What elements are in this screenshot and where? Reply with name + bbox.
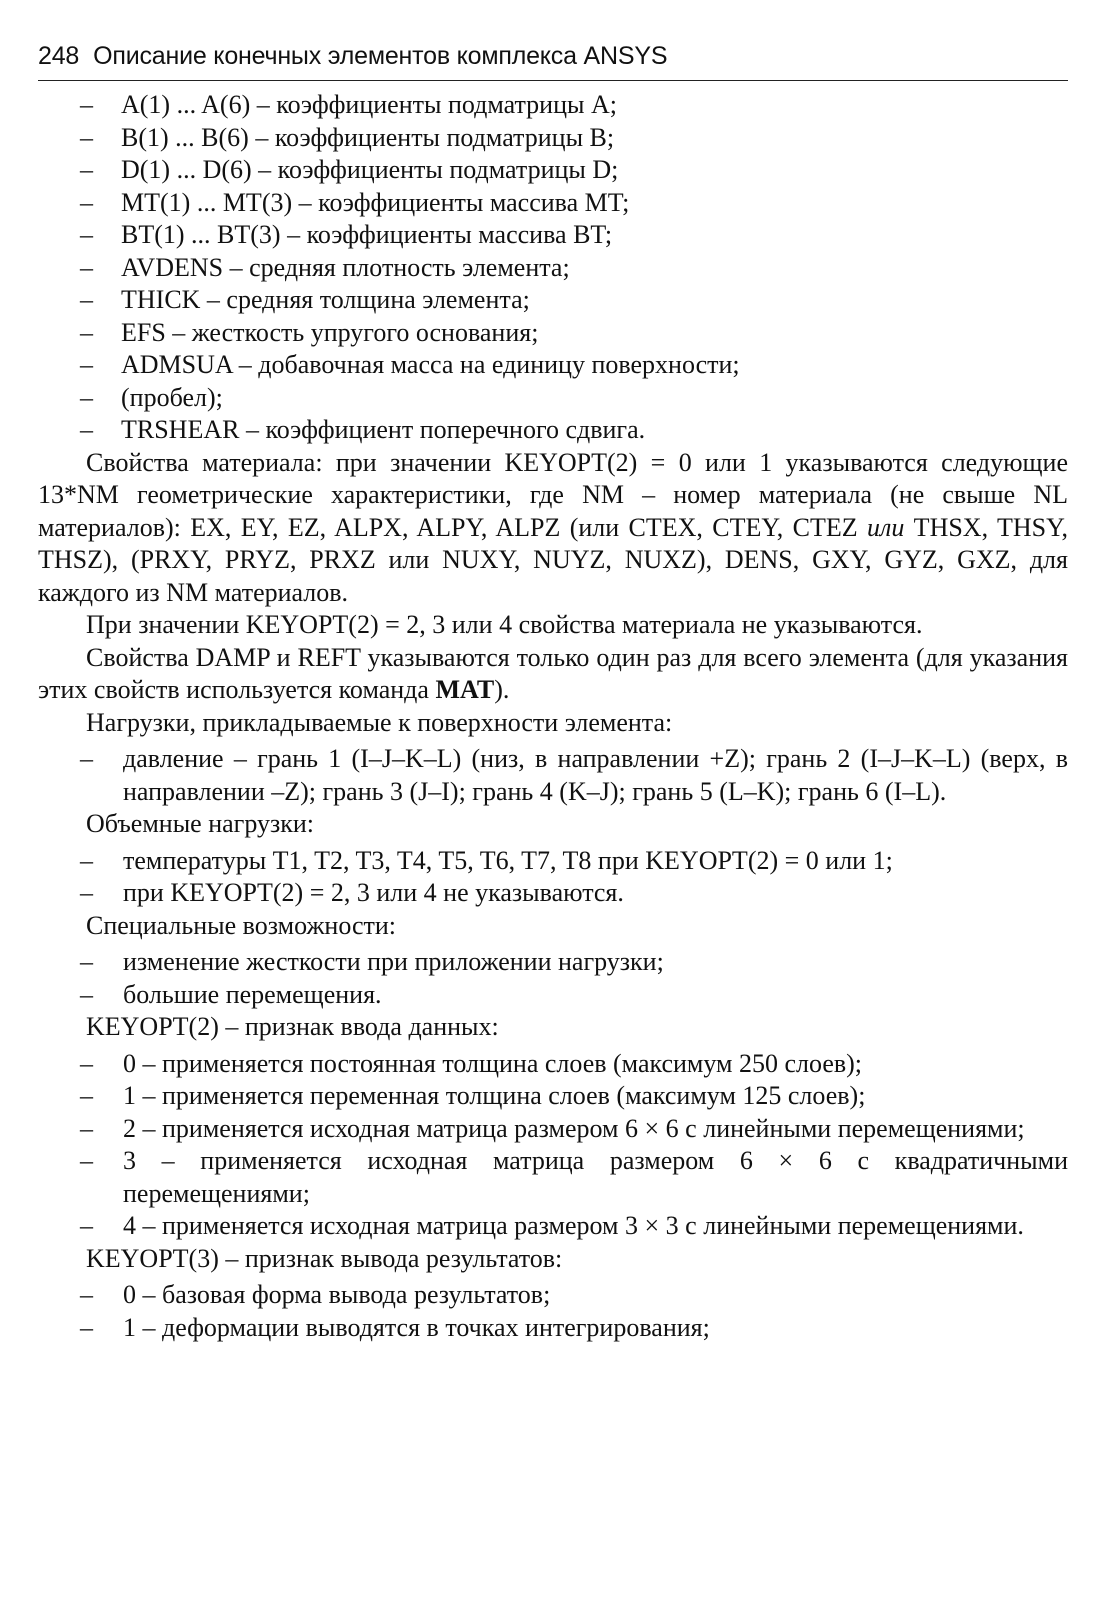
page-body xyxy=(38,89,1068,1344)
text-run: ). xyxy=(494,675,510,704)
running-header xyxy=(38,34,1068,78)
list-item: – 0 – применяется постоянная толщина слоев (максимум 250 слоев); xyxy=(38,1048,1068,1081)
text-run: THSX, THSY, THSZ), (PRXY, PRYZ, PRXZ или NUXY, NUYZ, NUXZ), DENS, GXY, GYZ, GXZ, для каждого из NM материалов. xyxy=(38,512,1069,607)
material-properties-paragraph xyxy=(38,447,1068,610)
list-item: – THICK – средняя толщина элемента; xyxy=(38,284,1068,317)
list-item: – давление – грань 1 (I–J–K–L) (низ, в направлении +Z); грань 2 (I–J–K–L) (верх, в направлении –Z); грань 3 (J–I); грань 4 (K–J); грань 5 (L–K); грань 6 (I–L). xyxy=(38,743,1068,808)
list-item: – D(1) ... D(6) – коэффициенты подматрицы D; xyxy=(38,154,1068,187)
list-item: – 1 – деформации выводятся в точках интегрирования; xyxy=(38,1312,1068,1345)
special-features-list xyxy=(38,946,1068,1011)
surface-loads-heading: Нагрузки, прикладываемые к поверхности элемента: xyxy=(86,707,673,737)
list-item: – большие перемещения. xyxy=(38,979,1068,1012)
list-item: – A(1) ... A(6) – коэффициенты подматрицы A; xyxy=(38,89,1068,122)
keyopt2-heading: KEYOPT(2) – признак ввода данных: xyxy=(86,1012,499,1041)
keyopt3-list xyxy=(38,1279,1068,1344)
italic-word: или xyxy=(866,512,905,542)
surface-loads-list xyxy=(38,743,1068,808)
list-item: – температуры T1, T2, T3, T4, T5, T6, T7, T8 при KEYOPT(2) = 0 или 1; xyxy=(38,845,1068,878)
list-item: – ADMSUA – добавочная масса на единицу поверхности; xyxy=(38,349,1068,382)
text-run: Свойства DAMP и REFT указываются только один раз для всего элемента (для указания этих свойств используется команда xyxy=(38,642,1068,704)
body-loads-list xyxy=(38,845,1068,910)
list-item: – при KEYOPT(2) = 2, 3 или 4 не указываются. xyxy=(38,877,1068,910)
list-item: – (пробел); xyxy=(38,382,1068,415)
body-loads-heading: Объемные нагрузки: xyxy=(86,809,315,838)
command-name: MAT xyxy=(435,675,495,704)
list-item: – 1 – применяется переменная толщина слоев (максимум 125 слоев); xyxy=(38,1080,1068,1113)
list-item: – MT(1) ... MT(3) – коэффициенты массива MT; xyxy=(38,187,1068,220)
header-rule xyxy=(38,80,1068,81)
list-item: – EFS – жесткость упругого основания; xyxy=(38,317,1068,350)
keyopt2-list xyxy=(38,1048,1068,1243)
not-given-paragraph: При значении KEYOPT(2) = 2, 3 или 4 свойства материала не указываются. xyxy=(86,610,923,639)
running-title: Описание конечных элементов комплекса ANSYS xyxy=(93,42,668,70)
coefficients-list xyxy=(38,89,1068,447)
list-item: – 0 – базовая форма вывода результатов; xyxy=(38,1279,1068,1312)
book-page xyxy=(38,34,1068,1344)
list-item: – 2 – применяется исходная матрица размером 6 × 6 с линейными перемещениями; xyxy=(38,1113,1068,1146)
list-item: – изменение жесткости при приложении нагрузки; xyxy=(38,946,1068,979)
list-item: – TRSHEAR – коэффициент поперечного сдвига. xyxy=(38,414,1068,447)
text-run: Свойства материала: при значении KEYOPT(2) = 0 или 1 указываются следующие 13*NM геометрические характеристики, где NM – номер материала (не свыше NL материалов): EX, EY, EZ, ALPX, ALPY, ALPZ (или CTEX, CTEY, CTEZ xyxy=(38,447,1068,542)
list-item: – 4 – применяется исходная матрица размером 3 × 3 с линейными перемещениями. xyxy=(38,1210,1068,1243)
list-item: – BT(1) ... BT(3) – коэффициенты массива BT; xyxy=(38,219,1068,252)
page-number: 248 xyxy=(38,42,80,70)
special-features-heading: Специальные возможности: xyxy=(86,910,397,940)
keyopt3-heading: KEYOPT(3) – признак вывода результатов: xyxy=(86,1243,563,1273)
list-item: – 3 – применяется исходная матрица размером 6 × 6 с квадратичными перемещениями; xyxy=(38,1145,1068,1210)
damp-reft-paragraph xyxy=(38,642,1068,707)
list-item: – B(1) ... B(6) – коэффициенты подматрицы B; xyxy=(38,122,1068,155)
list-item: – AVDENS – средняя плотность элемента; xyxy=(38,252,1068,285)
